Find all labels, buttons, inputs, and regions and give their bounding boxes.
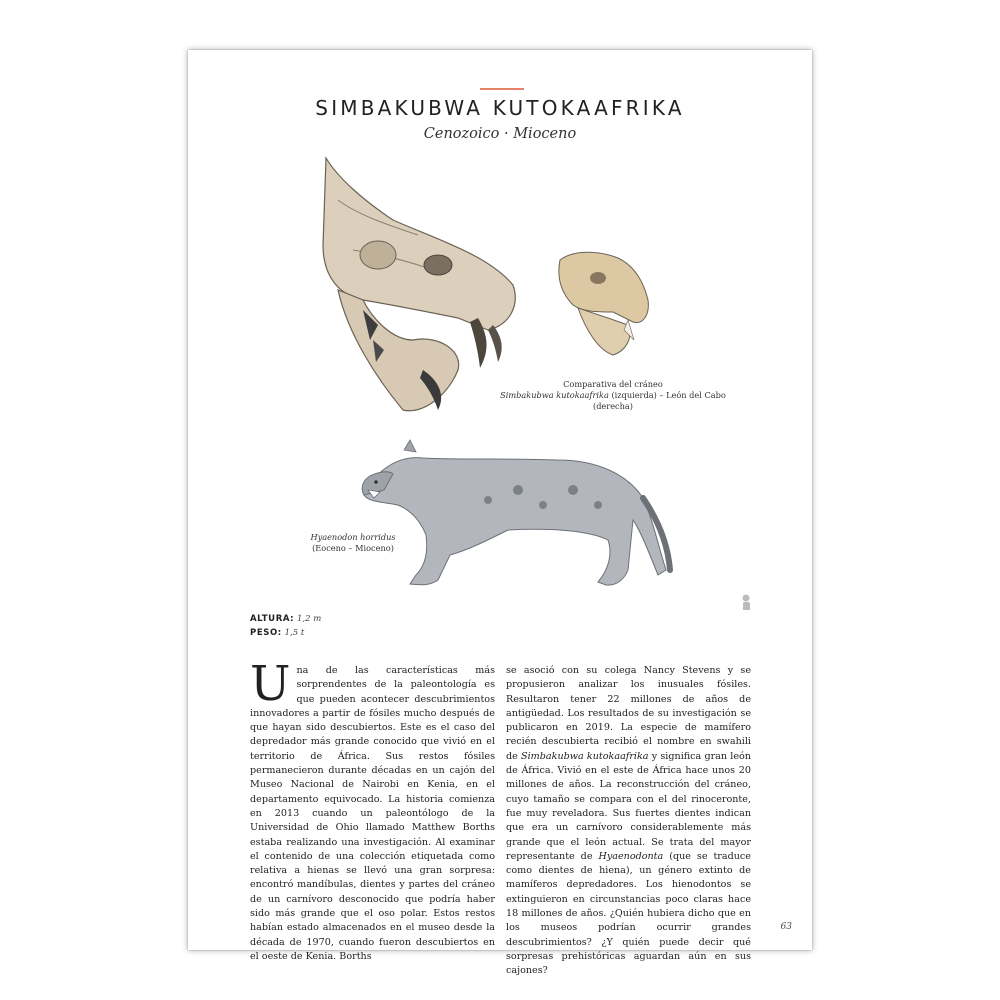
illustrations: [188, 50, 812, 610]
page-number: 63: [780, 922, 792, 932]
height-value: 1,2 m: [297, 614, 322, 624]
skull-caption-title: Comparativa del cráneo: [563, 379, 663, 389]
lion-skull-illustration: [559, 252, 648, 355]
size-comparison-icon: [686, 595, 750, 611]
right-column-text-1: se asoció con su colega Nancy Stevens y se propusieron analizar los inusuales fósiles. Resultaron tener 22 millones de años de antigüedad. Los resultados de su investigación se publicaron en 2019. La especie de mamífero recién descubierta recibió el nombre en swahili de: [506, 665, 751, 762]
page-subtitle: Cenozoico · Mioceno: [423, 126, 577, 142]
drop-cap: U: [250, 656, 291, 712]
species-stats: [250, 612, 321, 640]
hyaenodon-illustration: [362, 440, 670, 585]
right-column-text-2: y significa gran león de África. Vivió en el este de África hace unos 20 millones de años. La reconstrucción del cráneo, cuyo tamaño se compara con el del rinoceronte, fue muy reveladora. Sus fuertes dientes indican que era un carnívoro considerablemente más grande que el león actual. Se trata del mayor representante de: [506, 750, 751, 862]
body-column-left: [250, 656, 495, 964]
hyaenodon-caption-period: (Eoceno – Mioceno): [312, 543, 394, 553]
hyaenodon-caption-name: Hyaenodon horridus: [310, 532, 396, 542]
hyaenodon-caption: [288, 532, 418, 554]
weight-value: 1,5 t: [284, 628, 305, 638]
book-page: [188, 50, 812, 977]
right-column-genus: Hyaenodonta: [598, 850, 664, 862]
right-column-species: Simbakubwa kutokaafrika: [521, 750, 649, 762]
right-column-text-3: (que se traduce como dientes de hiena), un género extinto de mamíferos depredadores. Los hienodontos se extinguieron en circunstancias poco claras hace 18 millones de años. ¿Quién hubiera dicho que en los museos podrían ocurrir grandes descubrimientos? ¿Y quién puede decir qué sorpresas prehistóricas aguardan aún en sus cajones?: [506, 850, 751, 977]
skull-comparison-caption: [488, 379, 738, 412]
skull-caption-detail: (izquierda) – León del Cabo (derecha): [593, 390, 726, 411]
simbakubwa-skull-illustration: [323, 158, 515, 411]
skull-caption-species: Simbakubwa kutokaafrika: [500, 390, 609, 400]
left-column-text: na de las características más sorprendentes de la paleontología es que pueden acontecer descubrimientos innovadores a partir de fósiles mucho después de que hayan sido descubiertos. Este es el caso del depredador más grande conocido que vivió en el territorio de África. Sus restos fósiles permanecieron durante décadas en un cajón del Museo Nacional de Nairobi en Kenia, en el departamento equivocado. La historia comienza en 2013 cuando un paleontólogo de la Universidad de Ohio llamado Matthew Borths estaba realizando una investigación. Al examinar el contenido de una colección etiquetada como relativa a hienas se llevó una gran sorpresa: encontró mandíbulas, dientes y partes del cráneo de un carnívoro desconocido que podría haber sido más grande que el oso polar. Estos restos habían estado almacenados en el museo desde la década de 1970, cuando fueron descubiertos en el oeste de Kenia. Borths: [250, 665, 495, 962]
weight-label: PESO:: [250, 628, 282, 638]
height-label: ALTURA:: [250, 614, 295, 624]
page-title: SIMBAKUBWA KUTOKAAFRIKA: [315, 96, 685, 120]
body-column-right: [506, 664, 751, 979]
